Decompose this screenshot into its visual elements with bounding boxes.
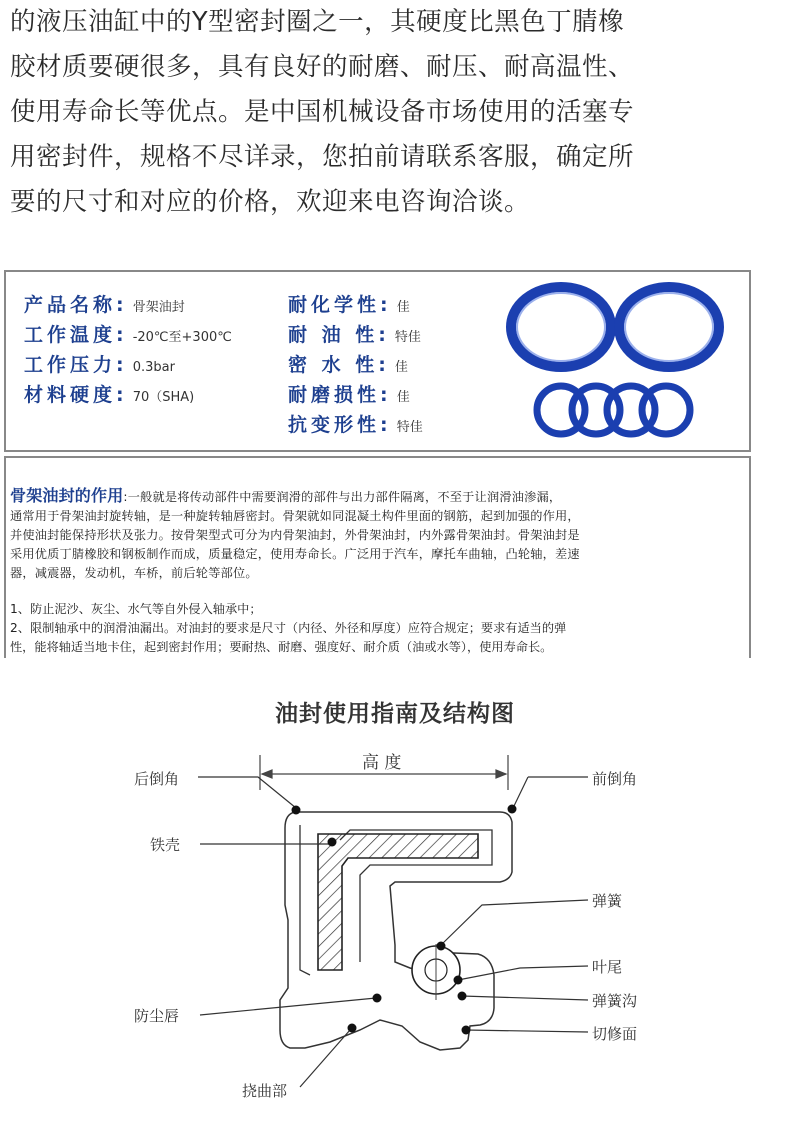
spec-value: 70（SHA): [132, 390, 195, 405]
spec-working-pressure: [24, 350, 175, 377]
spec-value: 佳: [396, 300, 410, 315]
callout-front-chamfer: 前倒角: [592, 770, 638, 788]
callout-leaf-tail: 叶尾: [592, 958, 623, 976]
spec-label: 耐 油 性:: [288, 324, 390, 346]
function-panel: [4, 456, 751, 658]
function-title: 骨架油封的作用: [10, 486, 124, 505]
spec-label: 工作温度:: [24, 324, 128, 346]
intro-line: 胶材质要硬很多，具有良好的耐磨、耐压、耐高温性、: [10, 52, 635, 82]
function-line: [10, 486, 745, 507]
height-label: 高 度: [362, 753, 402, 773]
spec-panel: [4, 270, 751, 452]
spec-value: 0.3bar: [132, 360, 175, 375]
spec-label: 材料硬度:: [24, 384, 128, 406]
metal-insert: [318, 834, 478, 970]
callout-spring-groove: 弹簧沟: [592, 992, 638, 1010]
function-list-item: 性，能将轴适当地卡住，起到密封作用；要耐热、耐磨、强度好、耐介质（油或水等），使用寿命长。: [10, 640, 553, 654]
spec-water-tightness: [288, 350, 408, 377]
callout-iron-shell: 铁壳: [150, 836, 181, 854]
spec-label: 工作压力:: [24, 354, 128, 376]
diagram-title: 油封使用指南及结构图: [275, 701, 515, 727]
spec-chemical-resistance: [288, 290, 410, 317]
spec-label: 耐磨损性:: [288, 384, 392, 406]
small-ring-4: [642, 386, 690, 434]
large-ring-right: [619, 287, 719, 367]
intro-line: 用密封件，规格不尽详录，您拍前请联系客服，确定所: [10, 142, 635, 172]
oil-seal-diagram: [0, 730, 790, 1127]
function-line-text: :一般就是将传动部件中需要润滑的部件与出力部件隔离，不至于让润滑油渗漏，: [123, 490, 562, 504]
function-list-item: 1、防止泥沙、灰尘、水气等自外侵入轴承中；: [10, 602, 262, 616]
seal-rings-image: [501, 282, 741, 447]
function-list-item: 2、限制轴承中的润滑油漏出。对油封的要求是尺寸（内径、外径和厚度）应符合规定；要求有适当的弹: [10, 621, 567, 635]
intro-line: 的液压油缸中的Y型密封圈之一，其硬度比黑色丁腈橡: [10, 7, 625, 37]
intro-line: 要的尺寸和对应的价格，欢迎来电咨询洽谈。: [10, 187, 531, 217]
function-line: 并使油封能保持形状及张力。按骨架型式可分为内骨架油封，外骨架油封，内外露骨架油封。骨架油封是: [10, 528, 580, 542]
spec-value: 特佳: [396, 420, 423, 435]
callout-spring: 弹簧: [592, 892, 623, 910]
spec-value: 特佳: [394, 330, 421, 345]
oil-seal-structure: [0, 730, 790, 1127]
spec-label: 密 水 性:: [288, 354, 390, 376]
spec-product-name: [24, 290, 185, 317]
callout-dust-lip: 防尘唇: [134, 1007, 180, 1025]
function-line: 器，减震器，发动机，车桥，前后轮等部位。: [10, 566, 258, 580]
spec-value: 佳: [394, 360, 408, 375]
function-list: [10, 600, 745, 657]
function-description: [10, 486, 745, 583]
callout-flex-part: 挠曲部: [242, 1082, 288, 1100]
spec-working-temp: [24, 320, 232, 347]
spec-value: 佳: [396, 390, 410, 405]
function-line: 通常用于骨架油封旋转轴，是一种旋转轴唇密封。骨架就如同混凝土构件里面的钢筋，起到加强的作用，: [10, 509, 580, 523]
intro-paragraph: [10, 0, 785, 225]
spec-material-hardness: [24, 380, 194, 407]
intro-line: 使用寿命长等优点。是中国机械设备市场使用的活塞专: [10, 97, 635, 127]
spec-value: -20℃至+300℃: [132, 330, 232, 345]
large-ring-left: [511, 287, 611, 367]
callout-rear-chamfer: 后倒角: [134, 770, 180, 788]
spec-value: 骨架油封: [132, 300, 185, 315]
spec-label: 抗变形性:: [288, 414, 392, 436]
spec-oil-resistance: [288, 320, 421, 347]
spec-deformation-resistance: [288, 410, 423, 437]
callout-trim-face: 切修面: [592, 1025, 638, 1043]
spec-label: 耐化学性:: [288, 294, 392, 316]
spec-wear-resistance: [288, 380, 410, 407]
function-line: 采用优质丁腈橡胶和钢板制作而成，质量稳定，使用寿命长。广泛用于汽车，摩托车曲轴，凸轮轴，差速: [10, 547, 580, 561]
spec-label: 产品名称:: [24, 294, 128, 316]
